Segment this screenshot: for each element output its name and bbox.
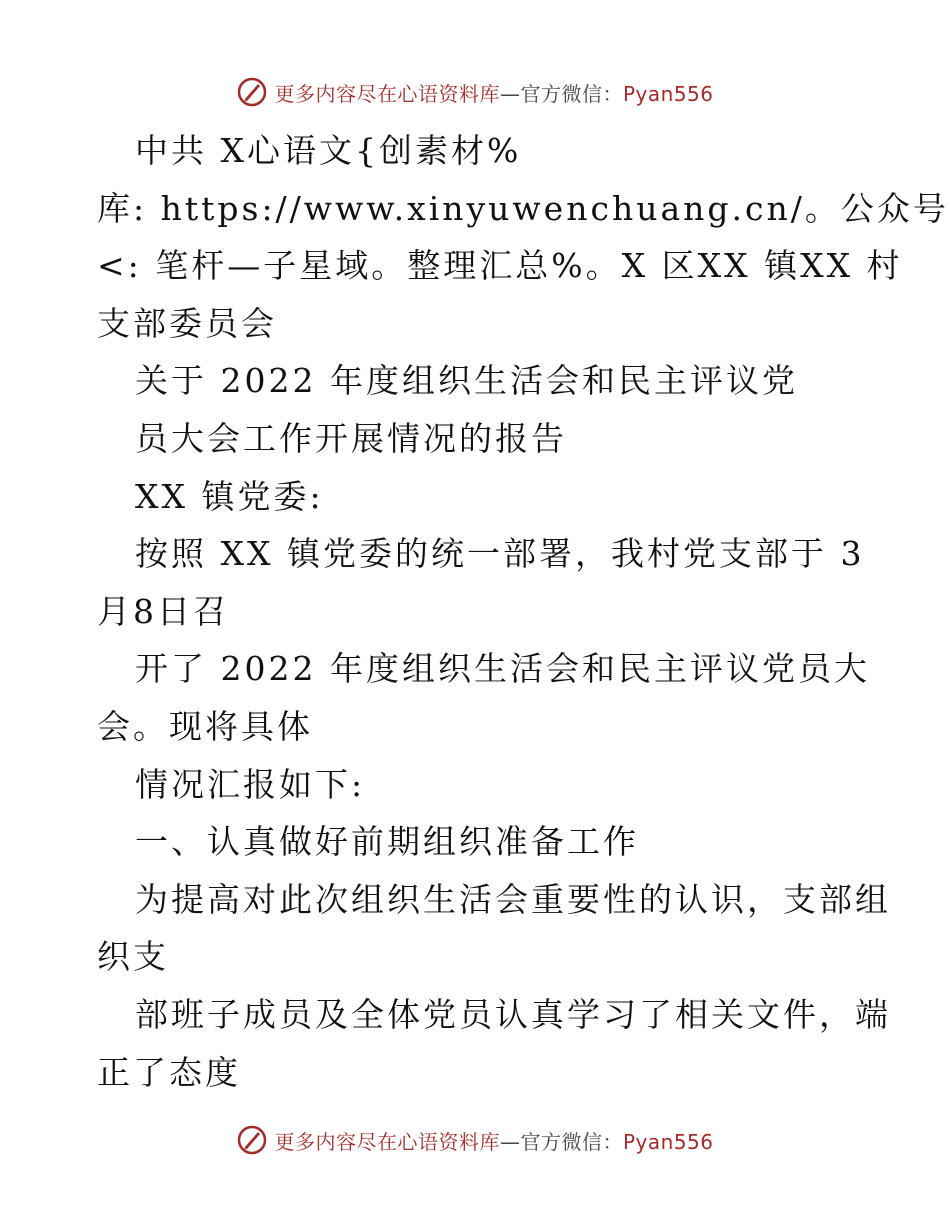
body-line: 中共 X心语文{创素材%: [135, 131, 522, 170]
section-heading: 一、认真做好前期组织准备工作: [135, 822, 639, 862]
watermark-text: [274, 78, 713, 107]
body-line: <: 笔杆—子星域。整理汇总%。X 区XX 镇XX 村: [97, 246, 903, 286]
title-line: 关于 2022 年度组织生活会和民主评议党: [135, 361, 798, 401]
body-line: 月8日召: [97, 591, 229, 631]
header-watermark-banner: [0, 72, 950, 112]
watermark-logo-icon: [236, 76, 268, 108]
watermark-text: [274, 1126, 713, 1155]
watermark-main: 更多内容尽在心语资料库: [274, 81, 500, 106]
salutation-line: XX 镇党委:: [135, 476, 324, 516]
watermark-logo-icon: [236, 1124, 268, 1156]
watermark-tail: 官方微信：: [520, 81, 623, 106]
body-line: 按照 XX 镇党委的统一部署，我村党支部于 3: [135, 534, 865, 574]
body-line: 织支: [97, 937, 169, 977]
body-line: 开了 2022 年度组织生活会和民主评议党员大: [135, 649, 870, 689]
title-line: 员大会工作开展情况的报告: [135, 418, 567, 458]
watermark-tail: 官方微信：: [520, 1129, 623, 1154]
watermark-dash: —: [499, 81, 521, 106]
body-line: 会。现将具体: [97, 706, 313, 746]
footer-watermark-banner: [0, 1120, 950, 1160]
body-line: 部班子成员及全体党员认真学习了相关文件，端: [135, 994, 891, 1034]
watermark-handle: Pyan556: [622, 1129, 714, 1154]
watermark-handle: Pyan556: [622, 81, 714, 106]
body-line: 库: https://www.xinyuwenchuang.cn/。公众号: [97, 188, 949, 228]
body-line: 为提高对此次组织生活会重要性的认识，支部组: [135, 879, 891, 919]
watermark-dash: —: [499, 1129, 521, 1154]
body-line: 支部委员会: [97, 303, 277, 343]
body-line: 正了态度: [97, 1052, 241, 1092]
document-body: [97, 122, 949, 1101]
body-line: 情况汇报如下:: [135, 764, 366, 804]
watermark-main: 更多内容尽在心语资料库: [274, 1129, 500, 1154]
